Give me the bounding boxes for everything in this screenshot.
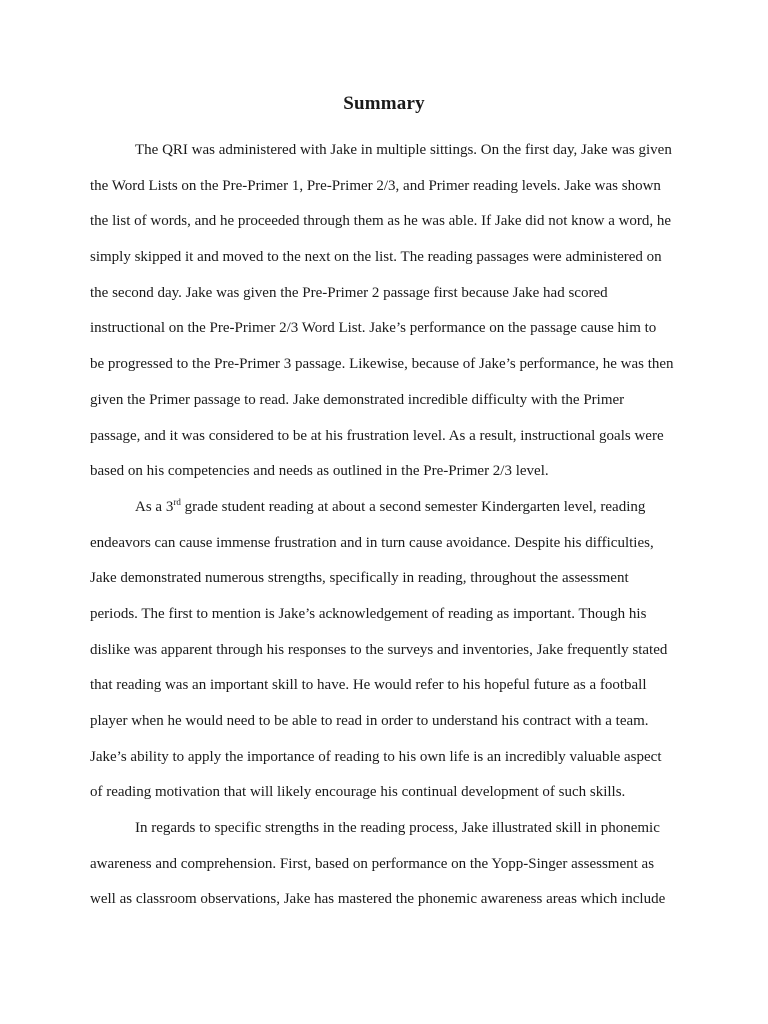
paragraph-2-text-after: grade student reading at about a second semester Kindergarten level, reading [180, 499, 646, 515]
paragraph-1-line-1: The QRI was administered with Jake in multiple sittings. On the first day, Jake was given [135, 142, 672, 158]
paragraph-1-line-10: based on his competencies and needs as outlined in the Pre-Primer 2/3 level. [90, 463, 549, 479]
page-title: Summary [343, 93, 425, 114]
paragraph-2-line-7: player when he would need to be able to read in order to understand his contract with a team. [90, 713, 649, 729]
paragraph-1-line-4: simply skipped it and moved to the next on the list. The reading passages were administered on [90, 249, 662, 265]
paragraph-1-line-3: the list of words, and he proceeded through them as he was able. If Jake did not know a word, he [90, 213, 672, 229]
paragraph-2-line-6: that reading was an important skill to have. He would refer to his hopeful future as a football [90, 677, 647, 693]
paragraph-1-line-6: instructional on the Pre-Primer 2/3 Word List. Jake’s performance on the passage cause him to [90, 320, 657, 336]
paragraph-2-line-9: of reading motivation that will likely encourage his continual development of such skills. [90, 784, 626, 800]
paragraph-1-line-9: passage, and it was considered to be at his frustration level. As a result, instructional goals were [90, 428, 664, 444]
paragraph-2-line-1 [135, 497, 645, 517]
paragraph-3-line-2: awareness and comprehension. First, based on performance on the Yopp-Singer assessment as [90, 856, 655, 872]
paragraph-3-line-3: well as classroom observations, Jake has mastered the phonemic awareness areas which include [90, 891, 666, 907]
paragraph-1-line-2: the Word Lists on the Pre-Primer 1, Pre-Primer 2/3, and Primer reading levels. Jake was shown [90, 178, 661, 194]
paragraph-2-line-4: periods. The first to mention is Jake’s acknowledgement of reading as important. Though his [90, 606, 647, 622]
paragraph-2-line-5: dislike was apparent through his responses to the surveys and inventories, Jake frequently stated [90, 642, 668, 658]
paragraph-2-line-2: endeavors can cause immense frustration and in turn cause avoidance. Despite his difficulties, [90, 535, 654, 551]
paragraph-2-line-8: Jake’s ability to apply the importance of reading to his own life is an incredibly valuable aspect [90, 749, 662, 765]
paragraph-1-line-5: the second day. Jake was given the Pre-Primer 2 passage first because Jake had scored [90, 285, 608, 301]
paragraph-3-line-1: In regards to specific strengths in the reading process, Jake illustrated skill in phonemic [135, 820, 660, 836]
paragraph-1-line-8: given the Primer passage to read. Jake demonstrated incredible difficulty with the Primer [90, 392, 625, 408]
ordinal-superscript: rd [173, 497, 181, 507]
paragraph-1-line-7: be progressed to the Pre-Primer 3 passage. Likewise, because of Jake’s performance, he was then [90, 356, 674, 372]
paragraph-2-text-before: As a 3 [135, 499, 174, 515]
paragraph-2-line-3: Jake demonstrated numerous strengths, specifically in reading, throughout the assessment [90, 570, 629, 586]
